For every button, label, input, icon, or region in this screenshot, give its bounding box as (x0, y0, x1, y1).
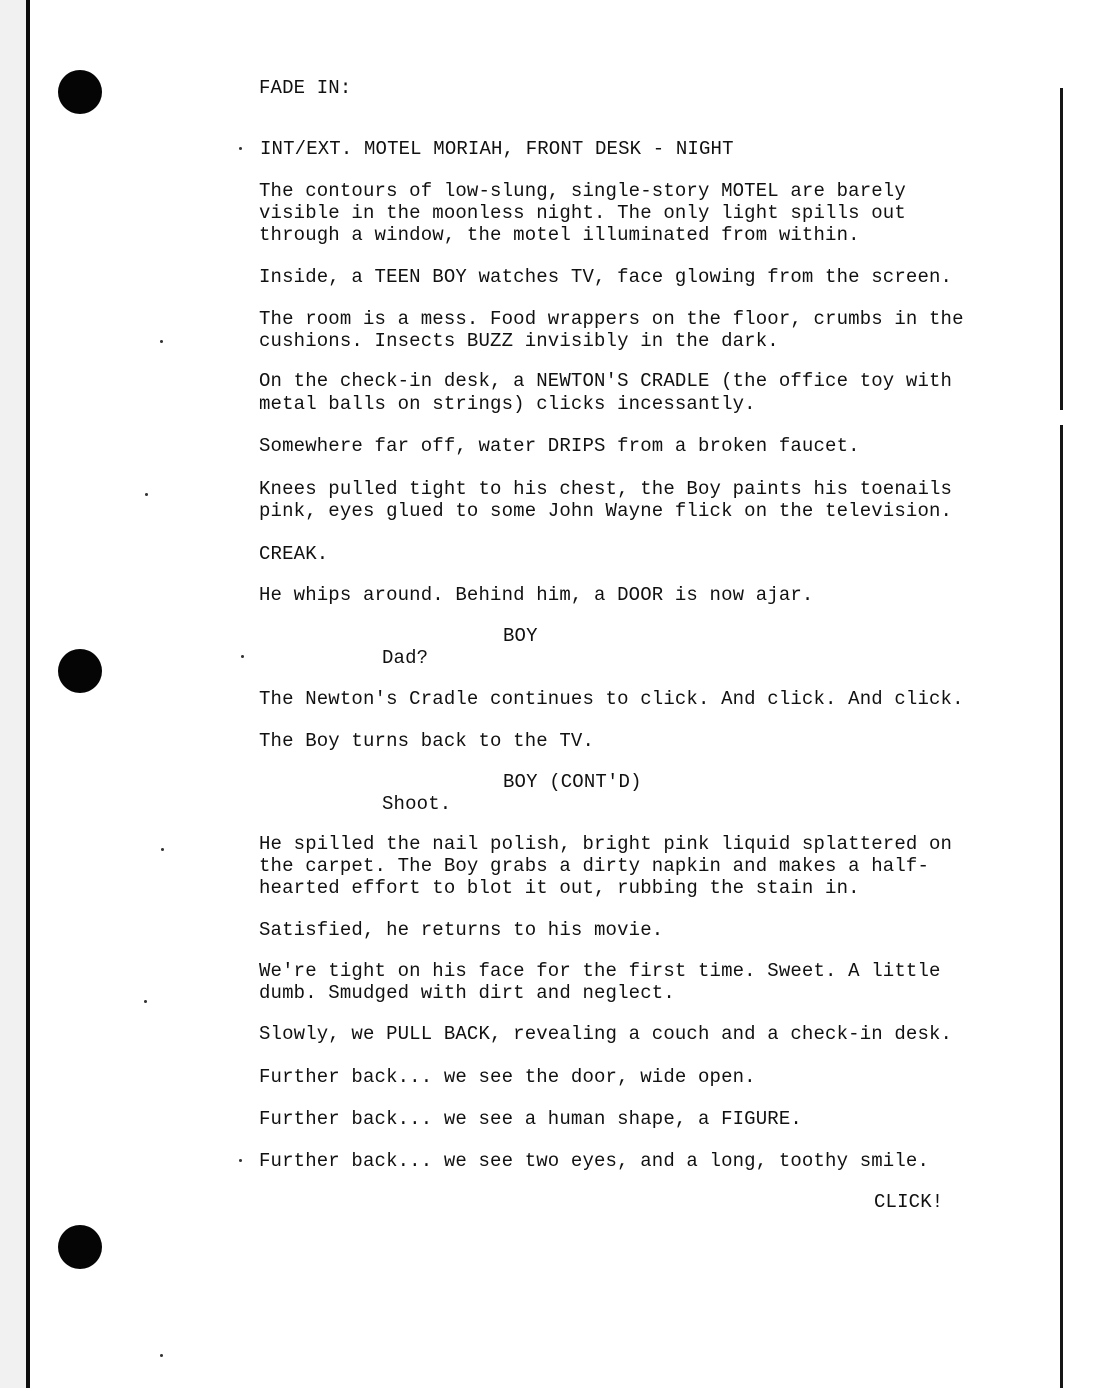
action-line: On the check-in desk, a NEWTON'S CRADLE (the office toy with (259, 370, 953, 392)
action-line: Somewhere far off, water DRIPS from a broken faucet. (259, 435, 860, 457)
action-line: cushions. Insects BUZZ invisibly in the dark. (259, 330, 779, 352)
punch-hole-bottom (58, 1225, 102, 1269)
action-line: Further back... we see a human shape, a FIGURE. (259, 1108, 802, 1130)
page-left-edge (26, 0, 30, 1388)
action-line: Further back... we see the door, wide open. (259, 1066, 756, 1088)
scan-speck (144, 1000, 147, 1003)
action-line: The contours of low-slung, single-story MOTEL are barely (259, 180, 906, 202)
action-line: visible in the moonless night. The only light spills out (259, 202, 906, 224)
action-line: CREAK. (259, 543, 329, 565)
action-line: Further back... we see two eyes, and a long, toothy smile. (259, 1150, 930, 1172)
action-line: pink, eyes glued to some John Wayne flick on the television. (259, 500, 953, 522)
dialogue-line: Shoot. (382, 793, 452, 815)
action-line: The Boy turns back to the TV. (259, 730, 595, 752)
scene-heading: INT/EXT. MOTEL MORIAH, FRONT DESK - NIGHT (260, 138, 734, 160)
action-line: He whips around. Behind him, a DOOR is now ajar. (259, 584, 814, 606)
dialogue-line: Dad? (382, 647, 429, 669)
action-line: The Newton's Cradle continues to click. And click. And click. (259, 688, 964, 710)
action-line: Inside, a TEEN BOY watches TV, face glowing from the screen. (259, 266, 953, 288)
transition: CLICK! (874, 1191, 944, 1213)
fade-in-transition: FADE IN: (259, 77, 352, 99)
action-line: Slowly, we PULL BACK, revealing a couch and a check-in desk. (259, 1023, 953, 1045)
scan-speck (239, 147, 242, 150)
page-right-edge-upper (1060, 88, 1063, 410)
action-line: Knees pulled tight to his chest, the Boy paints his toenails (259, 478, 953, 500)
action-line: He spilled the nail polish, bright pink liquid splattered on (259, 833, 953, 855)
scan-speck (239, 1159, 242, 1162)
action-line: Satisfied, he returns to his movie. (259, 919, 664, 941)
scan-margin (0, 0, 26, 1388)
character-cue: BOY (CONT'D) (503, 771, 642, 793)
scan-speck (161, 848, 164, 851)
punch-hole-top (58, 70, 102, 114)
action-line: hearted effort to blot it out, rubbing the stain in. (259, 877, 860, 899)
scan-speck (145, 493, 148, 496)
scan-speck (160, 1354, 163, 1357)
scan-speck (160, 340, 163, 343)
action-line: We're tight on his face for the first time. Sweet. A little (259, 960, 941, 982)
action-line: The room is a mess. Food wrappers on the floor, crumbs in the (259, 308, 964, 330)
action-line: the carpet. The Boy grabs a dirty napkin and makes a half- (259, 855, 930, 877)
action-line: metal balls on strings) clicks incessantly. (259, 393, 756, 415)
page-right-edge-lower (1060, 425, 1063, 1388)
character-cue: BOY (503, 625, 538, 647)
scan-speck (241, 655, 244, 658)
action-line: through a window, the motel illuminated from within. (259, 224, 860, 246)
punch-hole-middle (58, 649, 102, 693)
action-line: dumb. Smudged with dirt and neglect. (259, 982, 675, 1004)
